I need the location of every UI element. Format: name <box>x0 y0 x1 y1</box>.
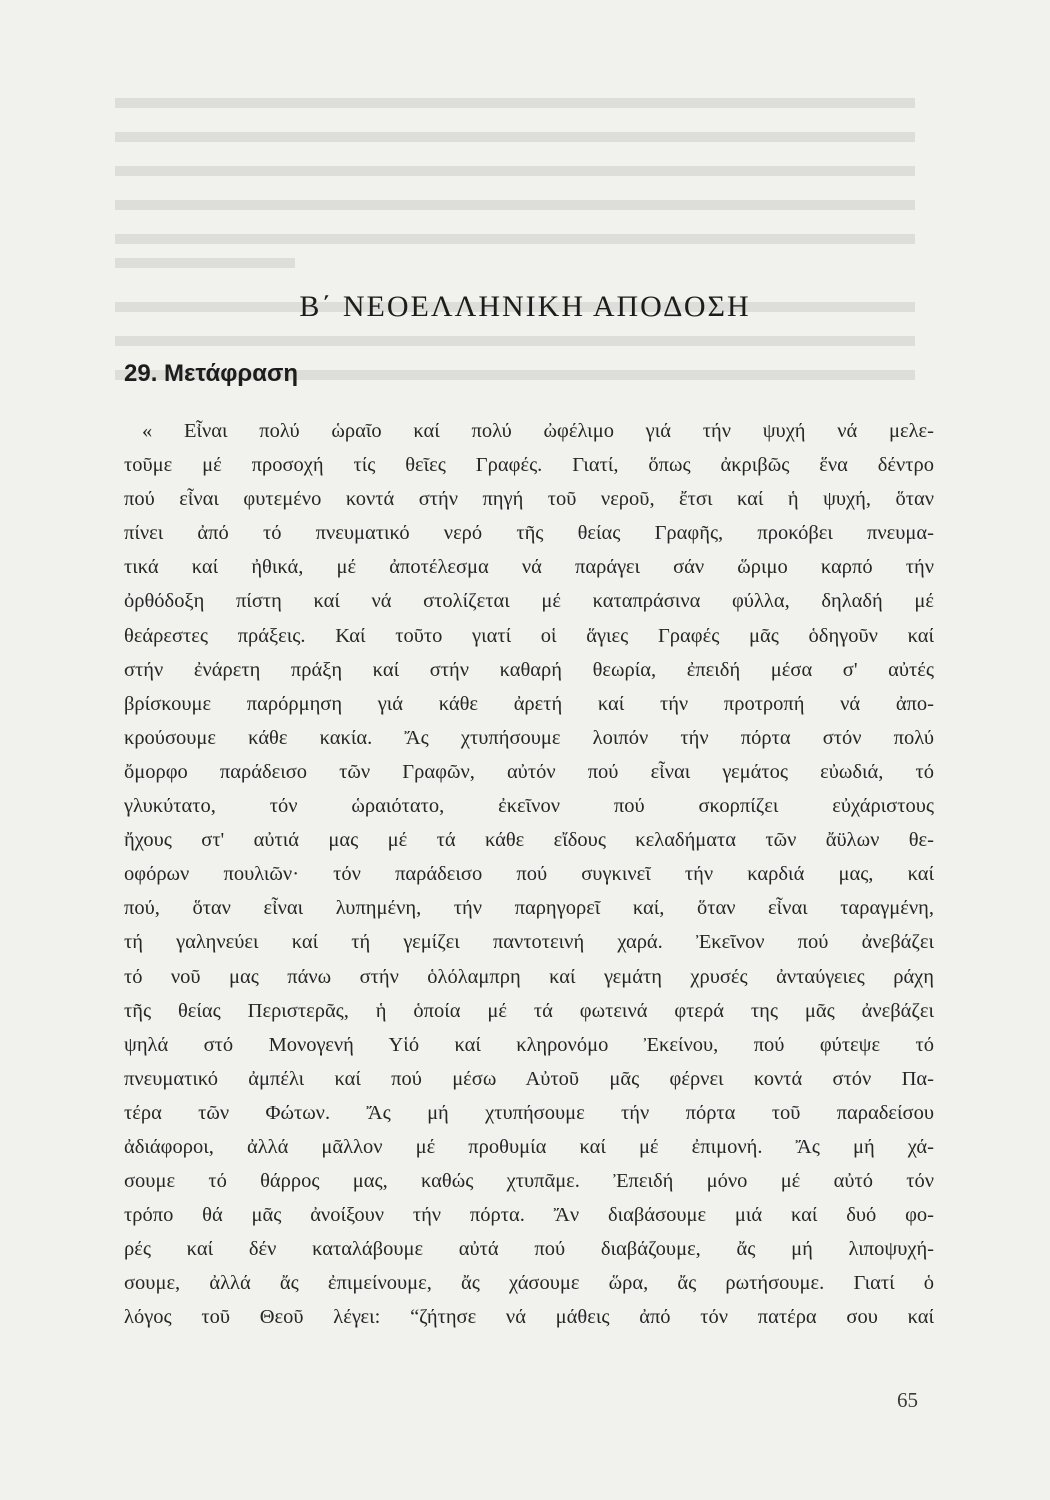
translation-paragraph <box>124 414 934 1335</box>
text-line: τοῦμε μέ προσοχή τίς θεῖες Γραφές. Γιατί, ὅπως ἀκριβῶς ἕνα δέντρο <box>124 454 934 477</box>
text-line: πού, ὅταν εἶναι λυπημένη, τήν παρηγορεῖ καί, ὅταν εἶναι ταραγμένη, <box>124 897 934 920</box>
text-line: ἀδιάφοροι, ἀλλά μᾶλλον μέ προθυμία καί μέ ἐπιμονή. Ἄς μή χά- <box>124 1135 934 1158</box>
text-line: θεάρεστες πράξεις. Καί τοῦτο γιατί οἱ ἅγιες Γραφές μᾶς ὁδηγοῦν καί <box>124 624 934 647</box>
text-line: τῆς θείας Περιστερᾶς, ἡ ὁποία μέ τά φωτεινά φτερά της μᾶς ἀνεβάζει <box>124 999 934 1022</box>
text-line: ρές καί δέν καταλάβουμε αὐτά πού διαβάζουμε, ἄς μή λιποψυχή- <box>124 1238 934 1261</box>
page-number: 65 <box>897 1388 918 1412</box>
text-line: βρίσκουμε παρόρμηση γιά κάθε ἀρετή καί τήν προτροπή νά ἀπο- <box>124 692 934 715</box>
text-line: σουμε, ἀλλά ἄς ἐπιμείνουμε, ἄς χάσουμε ὥρα, ἄς ρωτήσουμε. Γιατί ὁ <box>124 1272 934 1295</box>
text-line: τρόπο θά μᾶς ἀνοίξουν τήν πόρτα. Ἄν διαβάσουμε μιά καί δυό φο- <box>124 1204 934 1227</box>
text-line: ὀρθόδοξη πίστη καί νά στολίζεται μέ καταπράσινα φύλλα, δηλαδή μέ <box>124 590 934 613</box>
text-line: τό νοῦ μας πάνω στήν ὁλόλαμπρη καί γεμάτη χρυσές ἀνταύγειες ράχη <box>124 965 934 988</box>
text-line: τέρα τῶν Φώτων. Ἄς μή χτυπήσουμε τήν πόρτα τοῦ παραδείσου <box>124 1101 934 1124</box>
text-line: πού εἶναι φυτεμένο κοντά στήν πηγή τοῦ νεροῦ, ἔτσι καί ἡ ψυχή, ὅταν <box>124 488 934 511</box>
text-line: πνευματικό ἀμπέλι καί πού μέσω Αὐτοῦ μᾶς φέρνει κοντά στόν Πα- <box>124 1067 934 1090</box>
chapter-heading: Β΄ ΝΕΟΕΛΛΗΝΙΚΗ ΑΠΟΔΟΣΗ <box>299 290 751 323</box>
text-line: οφόρων πουλιῶν· τόν παράδεισο πού συγκινεῖ τήν καρδιά μας, καί <box>124 863 934 886</box>
text-line: ἤχους στ' αὐτιά μας μέ τά κάθε εἴδους κελαδήματα τῶν ἄϋλων θε- <box>124 829 934 852</box>
text-line: ὄμορφο παράδεισο τῶν Γραφῶν, αὐτόν πού εἶναι γεμάτος εὐωδιά, τό <box>124 760 934 783</box>
text-line: ψηλά στό Μονογενή Υἱό καί κληρονόμο Ἐκείνου, πού φύτεψε τό <box>124 1033 934 1056</box>
text-line: κρούσουμε κάθε κακία. Ἄς χτυπήσουμε λοιπόν τήν πόρτα στόν πολύ <box>124 726 934 749</box>
text-line: τή γαληνεύει καί τή γεμίζει παντοτεινή χαρά. Ἐκεῖνον πού ἀνεβάζει <box>124 931 934 954</box>
text-line: στήν ἐνάρετη πράξη καί στήν καθαρή θεωρία, ἐπειδή μέσα σ' αὐτές <box>124 658 934 681</box>
text-line: « Εἶναι πολύ ὡραῖο καί πολύ ὠφέλιμο γιά τήν ψυχή νά μελε- <box>142 420 934 442</box>
text-line: πίνει ἀπό τό πνευματικό νερό τῆς θείας Γραφῆς, προκόβει πνευμα- <box>124 522 934 545</box>
text-line: τικά καί ἠθικά, μέ ἀποτέλεσμα νά παράγει σάν ὥριμο καρπό τήν <box>124 556 934 579</box>
text-line: σουμε τό θάρρος μας, καθώς χτυπᾶμε. Ἐπειδή μόνο μέ αὐτό τόν <box>124 1170 934 1193</box>
text-line: λόγος τοῦ Θεοῦ λέγει: “ζήτησε νά μάθεις ἀπό τόν πατέρα σου καί <box>124 1306 934 1329</box>
text-line: γλυκύτατο, τόν ὡραιότατο, ἐκεῖνον πού σκορπίζει εὐχάριστους <box>124 795 934 818</box>
section-title: 29. Μετάφραση <box>124 360 299 387</box>
